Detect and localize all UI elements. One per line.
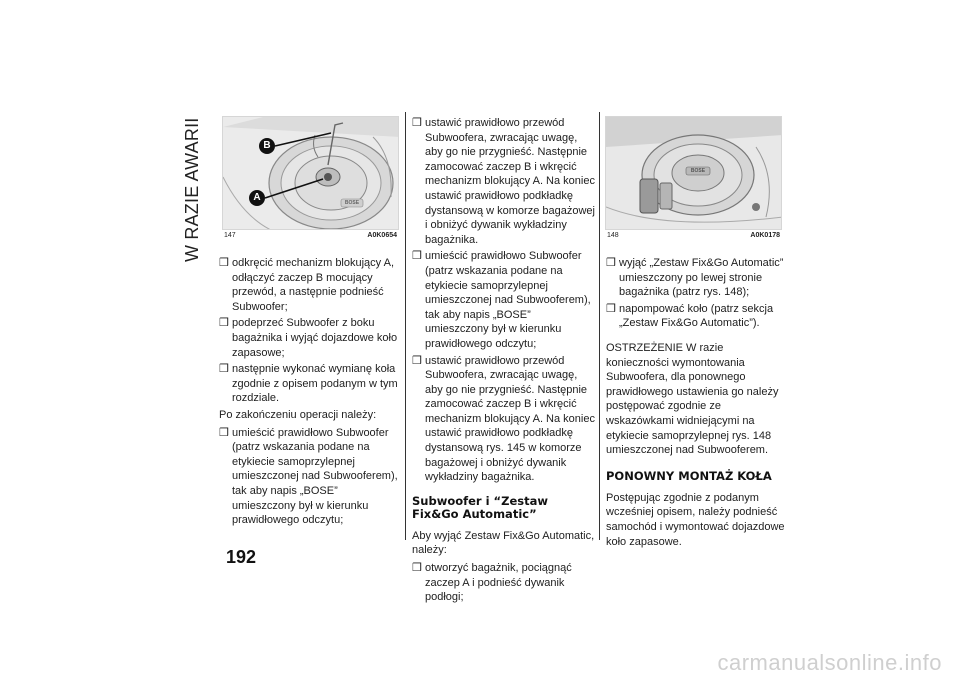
figure-148-illustration (605, 116, 782, 230)
warning-paragraph: OSTRZEŻENIE W razie konieczności wymontowania Subwoofera, dla ponownego prawidłowego ustawienia go należy postępować zgodnie ze wskazówkami widniejącymi na etykiecie samoprzylepnej rys. 148 umieszczonej nad Subwooferem. (606, 341, 779, 457)
figure-147-code: A0K0654 (367, 232, 397, 239)
figure-148-code: A0K0178 (750, 232, 780, 239)
list-item: ❒ wyjąć „Zestaw Fix&Go Automatic” umieszczony po lewej stronie bagażnika (patrz rys. 148); (606, 257, 784, 299)
checkbox-bullet-icon: ❒ (412, 117, 422, 129)
list-item: ❒ następnie wykonać wymianę koła zgodnie z opisem podanym w tym rozdziale. (219, 363, 398, 405)
subwoofer-badge-text: BOSE (690, 168, 706, 174)
column-rule-left (405, 112, 406, 540)
page-number: 192 (226, 547, 257, 567)
list-item: ❒ ustawić prawidłowo przewód Subwoofera, zwracając uwagę, aby go nie przygnieść. Następnie zamocować zaczep B i wkręcić mechanizm blokujący A. Na koniec ustawić prawidłowo podkładkę dystansową rys. 145 w komorze bagażowej i obniżyć dywanik wykładziny bagażnika. (412, 354, 595, 484)
paragraph: Po zakończeniu operacji należy: (219, 408, 377, 421)
checkbox-bullet-icon: ❒ (412, 354, 422, 367)
figure-147-number: 147 (224, 232, 236, 239)
paragraph: Postępując zgodnie z podanym wcześniej opisem, należy podnieść samochód i wymontować dojazdowe koło zapasowe. (606, 491, 785, 548)
section-heading: PONOWNY MONTAŻ KOŁA (606, 468, 772, 483)
checkbox-bullet-icon: ❒ (606, 302, 616, 315)
text-column-1 (219, 256, 401, 530)
list-item: ❒ umieścić prawidłowo Subwoofer (patrz wskazania podane na etykiecie samoprzylepnej umieszczonej nad Subwooferem), tak aby napis „BOSE” umieszczony był w kierunku prawidłowego odczytu; (219, 426, 398, 527)
chapter-side-title: W RAZIE AWARII (182, 117, 202, 262)
checkbox-bullet-icon: ❒ (606, 257, 616, 269)
subwoofer-wheel-drawing (223, 117, 399, 230)
checkbox-bullet-icon: ❒ (412, 562, 422, 575)
subwoofer-badge-text: BOSE (344, 200, 360, 206)
checkbox-bullet-icon: ❒ (219, 426, 229, 439)
callout-b-label: B (263, 140, 271, 151)
figure-147-caption (224, 232, 397, 242)
column-rule-right (599, 112, 600, 540)
list-item: ❒ napompować koło (patrz sekcja „Zestaw Fix&Go Automatic”). (606, 302, 774, 330)
list-item: ❒ odkręcić mechanizm blokujący A, odłączyć zaczep B mocujący przewód, a następnie podnieść Subwoofer; (219, 257, 395, 313)
list-item: ❒ otworzyć bagażnik, pociągnąć zaczep A i podnieść dywanik podłogi; (412, 562, 572, 604)
list-item: ❒ podeprzeć Subwoofer z boku bagażnika i wyjąć dojazdowe koło zapasowe; (219, 317, 398, 359)
text-column-3 (606, 256, 788, 552)
watermark-text: carmanualsonline.info (717, 650, 942, 675)
checkbox-bullet-icon: ❒ (412, 250, 422, 263)
paragraph: Aby wyjąć Zestaw Fix&Go Automatic, należy: (412, 529, 595, 557)
list-item: ❒ ustawić prawidłowo przewód Subwoofera, zwracając uwagę, aby go nie przygnieść. Następnie zamocować zaczep B i wkręcić mechanizm blokujący A. Na koniec ustawić prawidłowo podkładkę dystansową w komorze bagażowej i obniżyć dywanik wykładziny bagażnika. (412, 117, 595, 246)
figure-148-caption (607, 232, 780, 242)
figure-148-number: 148 (607, 232, 619, 239)
section-heading: Subwoofer i “Zestaw Fix&Go Automatic” (412, 493, 548, 521)
callout-a-label: A (253, 192, 261, 203)
text-column-2 (412, 116, 596, 607)
checkbox-bullet-icon: ❒ (219, 317, 229, 330)
list-item: ❒ umieścić prawidłowo Subwoofer (patrz wskazania podane na etykiecie samoprzylepnej umieszczonej nad Subwooferem), tak aby napis „BOSE” umieszczony był w kierunku prawidłowego odczytu; (412, 250, 591, 350)
checkbox-bullet-icon: ❒ (219, 257, 229, 269)
figure-147-illustration (222, 116, 399, 230)
checkbox-bullet-icon: ❒ (219, 363, 229, 376)
